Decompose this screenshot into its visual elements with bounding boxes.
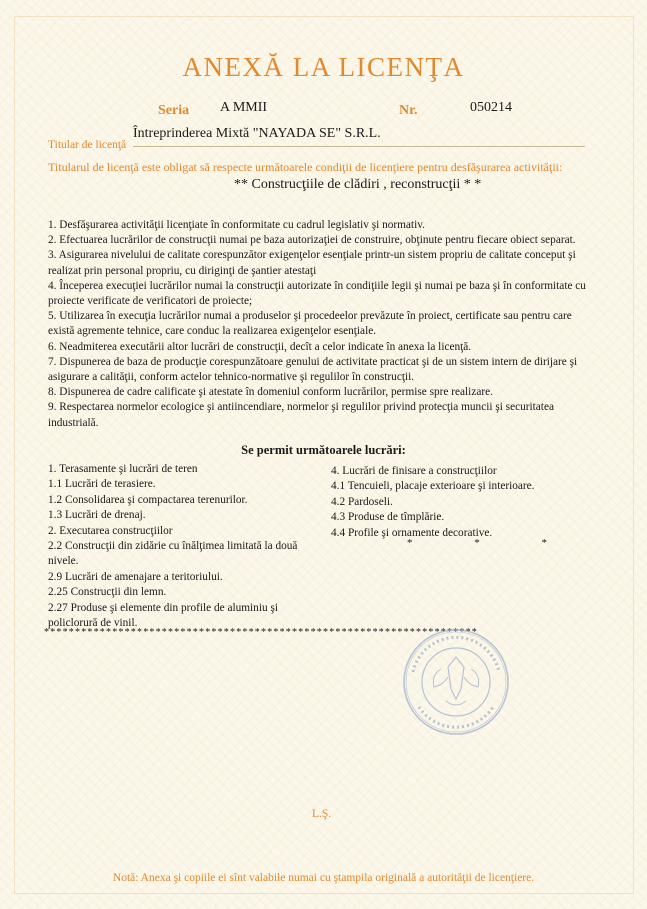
works-list-left xyxy=(48,462,318,631)
separator-stars: ********************************************************************** xyxy=(44,627,478,638)
work-item: 4.2 Pardoseli. xyxy=(331,495,393,508)
works-list-right xyxy=(331,464,601,541)
condition-item: 1. Desfăşurarea activităţii licenţiate în conformitate cu cadrul legislativ şi normativ. xyxy=(48,219,425,231)
obligation-text: Titularul de licenţă este obligat să respecte următoarele condiţii de licenţiere pentru desfăşurarea activităţii: xyxy=(48,160,563,174)
work-item: 2.2 Construcţii din zidărie cu înălţimea limitată la două nivele. xyxy=(48,540,298,568)
titular-value: Întreprinderea Mixtă "NAYADA SE" S.R.L. xyxy=(133,126,381,141)
star-mark: * xyxy=(541,537,547,549)
condition-item: 5. Utilizarea în execuţia lucrărilor numai a produselor şi procedeelor prevăzute în proiect, certificate sau pentru care există agremente tehnice, care conduc la realizarea exigenţelor esenţiale. xyxy=(48,310,572,338)
condition-item: 7. Dispunerea de baza de producţie corespunzătoare genului de activitate practicat şi de un sistem intern de dirijare şi asigurare a calităţii, conform actelor tehnico-normative şi regulilor în construcţii. xyxy=(48,355,578,384)
condition-item: 8. Dispunerea de cadre calificate şi atestate în domeniul conform lucrărilor, permise spre realizare. xyxy=(48,386,493,399)
footer-note: Notă: Anexa şi copiile ei sînt valabile numai cu ştampila originală a autorităţii de licenţiere. xyxy=(112,872,535,884)
star-mark: * xyxy=(407,537,413,549)
star-mark: * xyxy=(474,537,480,549)
decorative-stars xyxy=(407,537,547,549)
work-item: 2.27 Produse şi elemente din profile de aluminiu şi policlorură de vinil. xyxy=(48,601,278,630)
titular-label: Titular de licenţă xyxy=(48,139,127,151)
work-item: 4. Lucrări de finisare a construcţiilor xyxy=(331,465,497,477)
work-item: 4.3 Produse de tîmplărie. xyxy=(331,511,445,524)
titular-underline xyxy=(133,146,585,147)
work-item: 1. Terasamente şi lucrări de teren xyxy=(48,463,198,475)
work-item: 1.3 Lucrări de drenaj. xyxy=(48,509,146,522)
number-value: 050214 xyxy=(470,100,512,115)
official-stamp-seal xyxy=(401,627,511,737)
stamp-place-label: L.Ş. xyxy=(312,808,332,820)
condition-item: 2. Efectuarea lucrărilor de construcţii numai pe baza autorizaţiei de construire, obţinute pentru fiecare obiect separat. xyxy=(48,234,576,247)
seria-value: A MMII xyxy=(220,100,268,115)
activity-type: ** Construcţiile de clădiri , reconstrucţii * * xyxy=(234,177,482,192)
work-item: 4.4 Profile şi ornamente decorative. xyxy=(331,526,493,539)
permitted-works-heading: Se permit următoarele lucrări: xyxy=(241,443,406,457)
condition-item: 6. Neadmiterea executării altor lucrări de construcţii, decît a celor indicate în anexa la licenţă. xyxy=(48,340,472,353)
seria-label: Seria xyxy=(158,103,190,118)
work-item: 2. Executarea construcţiilor xyxy=(48,524,173,537)
work-item: 1.1 Lucrări de terasiere. xyxy=(48,478,156,491)
work-item: 2.9 Lucrări de amenajare a teritoriului. xyxy=(48,570,223,583)
conditions-list xyxy=(48,218,593,431)
work-item: 1.2 Consolidarea şi compactarea terenurilor. xyxy=(48,493,248,506)
document-title: ANEXĂ LA LICENŢA xyxy=(182,52,465,82)
number-label: Nr. xyxy=(399,103,418,118)
condition-item: 4. Începerea execuţiei lucrărilor numai la construcţii autorizate în condiţiile legii şi numai pe baza şi în conformitate cu proiecte verificate de verificatori de proiecte; xyxy=(48,279,586,308)
condition-item: 3. Asigurarea nivelului de calitate corespunzător exigenţelor esenţiale printr-un sistem propriu de calitate conceput şi realizat prin personal propriu, cu diriginţi de şantier atestaţi xyxy=(48,249,576,277)
work-item: 2.25 Construcţii din lemn. xyxy=(48,586,167,599)
condition-item: 9. Respectarea normelor ecologice şi antiincendiare, normelor şi regulilor privind protecţia muncii şi securitatea industrială. xyxy=(48,401,554,429)
work-item: 4.1 Tencuieli, placaje exterioare şi interioare. xyxy=(331,480,535,493)
